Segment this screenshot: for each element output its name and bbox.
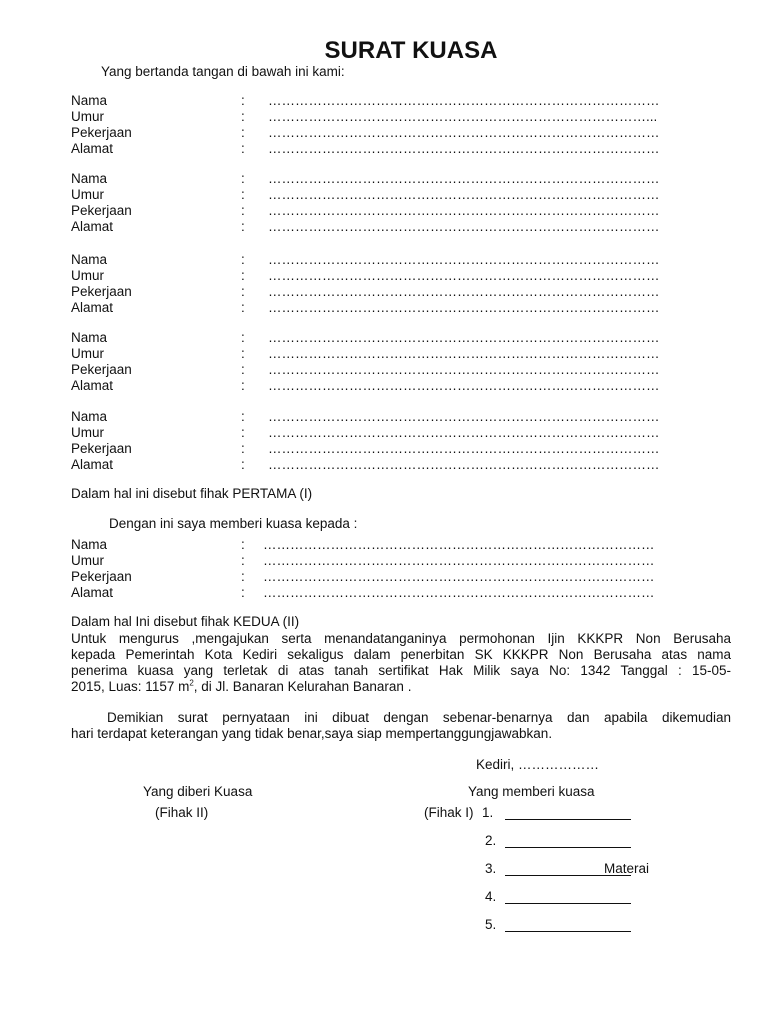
purpose-line-2: kepada Pemerintah Kota Kediri sekaligus dalam penerbitan SK KKKPR Non Berusaha atas nama	[71, 647, 731, 662]
signature-line-4[interactable]	[505, 903, 631, 904]
place-date: Kediri, ………………	[476, 757, 600, 772]
first-party-note: Dalam hal ini disebut fihak PERTAMA (I)	[71, 486, 313, 501]
field-blank-umur[interactable]: ……………………………………………………………………………	[268, 346, 660, 361]
field-colon: :	[241, 330, 245, 345]
signatory-number: 2.	[485, 833, 497, 848]
field-colon: :	[241, 585, 245, 600]
field-label-umur: Umur	[71, 268, 104, 283]
purpose-line-3: penerima kuasa yang terletak di atas tanah sertifikat Hak Milik saya No: 1342 Tanggal : 15-05-	[71, 663, 731, 678]
field-label-alamat: Alamat	[71, 457, 114, 472]
field-label-umur: Umur	[71, 553, 104, 568]
field-label-nama: Nama	[71, 171, 108, 186]
field-colon: :	[241, 125, 245, 140]
grant-intro: Dengan ini saya memberi kuasa kepada :	[109, 516, 358, 531]
field-blank-umur[interactable]: ……………………………………………………………………………	[268, 187, 660, 202]
field-blank-nama[interactable]: ……………………………………………………………………………	[268, 330, 660, 345]
field-label-nama: Nama	[71, 252, 108, 267]
field-blank-umur[interactable]: …………………………………………………………………………...	[268, 109, 658, 124]
field-colon: :	[241, 268, 245, 283]
purpose-line-1: Untuk mengurus ,mengajukan serta menandatanganinya permohonan Ijin KKKPR Non Berusaha	[71, 631, 731, 646]
field-blank-umur[interactable]: ……………………………………………………………………………	[263, 553, 655, 568]
field-colon: :	[241, 457, 245, 472]
signatory-number: 1.	[482, 805, 494, 820]
field-blank-alamat[interactable]: ……………………………………………………………………………	[268, 378, 660, 393]
field-label-pekerjaan: Pekerjaan	[71, 441, 132, 456]
field-label-alamat: Alamat	[71, 219, 114, 234]
recipient-label: Yang diberi Kuasa	[143, 784, 253, 799]
signature-line-2[interactable]	[505, 847, 631, 848]
second-party-note: Dalam hal Ini disebut fihak KEDUA (II)	[71, 614, 300, 629]
field-colon: :	[241, 93, 245, 108]
field-blank-pekerjaan[interactable]: ……………………………………………………………………………	[268, 125, 660, 140]
field-label-umur: Umur	[71, 187, 104, 202]
field-colon: :	[241, 187, 245, 202]
field-colon: :	[241, 409, 245, 424]
field-label-nama: Nama	[71, 93, 108, 108]
field-label-alamat: Alamat	[71, 141, 114, 156]
field-label-nama: Nama	[71, 409, 108, 424]
signatory-number: 5.	[485, 917, 497, 932]
closing-line-2: hari terdapat keterangan yang tidak benar,saya siap mempertanggungjawabkan.	[71, 726, 553, 741]
field-label-pekerjaan: Pekerjaan	[71, 569, 132, 584]
field-colon: :	[241, 109, 245, 124]
field-colon: :	[241, 141, 245, 156]
purpose-line-4-a: 2015, Luas: 1157 m	[71, 679, 190, 694]
field-blank-alamat[interactable]: ……………………………………………………………………………	[268, 219, 660, 234]
field-colon: :	[241, 537, 245, 552]
grantor-label: Yang memberi kuasa	[468, 784, 595, 799]
field-blank-nama[interactable]: ……………………………………………………………………………	[268, 171, 660, 186]
field-blank-nama[interactable]: ……………………………………………………………………………	[268, 93, 660, 108]
purpose-line-4-b: , di Jl. Banaran Kelurahan Banaran .	[193, 679, 412, 694]
field-colon: :	[241, 441, 245, 456]
field-label-nama: Nama	[71, 537, 108, 552]
field-label-umur: Umur	[71, 109, 104, 124]
field-label-pekerjaan: Pekerjaan	[71, 125, 132, 140]
field-blank-pekerjaan[interactable]: ……………………………………………………………………………	[268, 441, 660, 456]
field-label-alamat: Alamat	[71, 585, 114, 600]
field-label-pekerjaan: Pekerjaan	[71, 362, 132, 377]
grantor-party: (Fihak I)	[424, 805, 474, 820]
field-label-nama: Nama	[71, 330, 108, 345]
field-blank-nama[interactable]: ……………………………………………………………………………	[268, 252, 660, 267]
purpose-line-4	[71, 679, 411, 695]
field-colon: :	[241, 171, 245, 186]
field-blank-umur[interactable]: ……………………………………………………………………………	[268, 425, 660, 440]
document-title: SURAT KUASA	[324, 37, 498, 64]
field-label-alamat: Alamat	[71, 300, 114, 315]
field-colon: :	[241, 284, 245, 299]
recipient-party: (Fihak II)	[155, 805, 209, 820]
field-colon: :	[241, 425, 245, 440]
field-blank-nama[interactable]: ……………………………………………………………………………	[268, 409, 660, 424]
field-colon: :	[241, 362, 245, 377]
field-blank-pekerjaan[interactable]: ……………………………………………………………………………	[263, 569, 655, 584]
signature-line-1[interactable]	[505, 819, 631, 820]
field-label-pekerjaan: Pekerjaan	[71, 203, 132, 218]
signatory-number: 3.	[485, 861, 497, 876]
field-colon: :	[241, 219, 245, 234]
field-label-alamat: Alamat	[71, 378, 114, 393]
stamp-label: Materai	[604, 861, 650, 876]
field-blank-pekerjaan[interactable]: ……………………………………………………………………………	[268, 284, 660, 299]
field-blank-nama[interactable]: ……………………………………………………………………………	[263, 537, 655, 552]
closing-line-1: Demikian surat pernyataan ini dibuat dengan sebenar-benarnya dan apabila dikemudian	[107, 710, 731, 725]
field-label-pekerjaan: Pekerjaan	[71, 284, 132, 299]
field-colon: :	[241, 300, 245, 315]
field-colon: :	[241, 203, 245, 218]
signatory-number: 4.	[485, 889, 497, 904]
field-blank-alamat[interactable]: ……………………………………………………………………………	[268, 300, 660, 315]
field-colon: :	[241, 378, 245, 393]
signature-line-5[interactable]	[505, 931, 631, 932]
field-blank-pekerjaan[interactable]: ……………………………………………………………………………	[268, 362, 660, 377]
field-colon: :	[241, 553, 245, 568]
field-blank-alamat[interactable]: ……………………………………………………………………………	[268, 457, 660, 472]
purpose-line-4-sup: 2	[189, 678, 194, 688]
field-label-umur: Umur	[71, 425, 104, 440]
field-colon: :	[241, 252, 245, 267]
field-blank-pekerjaan[interactable]: ……………………………………………………………………………	[268, 203, 660, 218]
field-colon: :	[241, 346, 245, 361]
intro-text: Yang bertanda tangan di bawah ini kami:	[101, 64, 345, 79]
field-blank-umur[interactable]: ……………………………………………………………………………	[268, 268, 660, 283]
field-blank-alamat[interactable]: ……………………………………………………………………………	[268, 141, 660, 156]
field-label-umur: Umur	[71, 346, 104, 361]
field-colon: :	[241, 569, 245, 584]
field-blank-alamat[interactable]: ……………………………………………………………………………	[263, 585, 655, 600]
